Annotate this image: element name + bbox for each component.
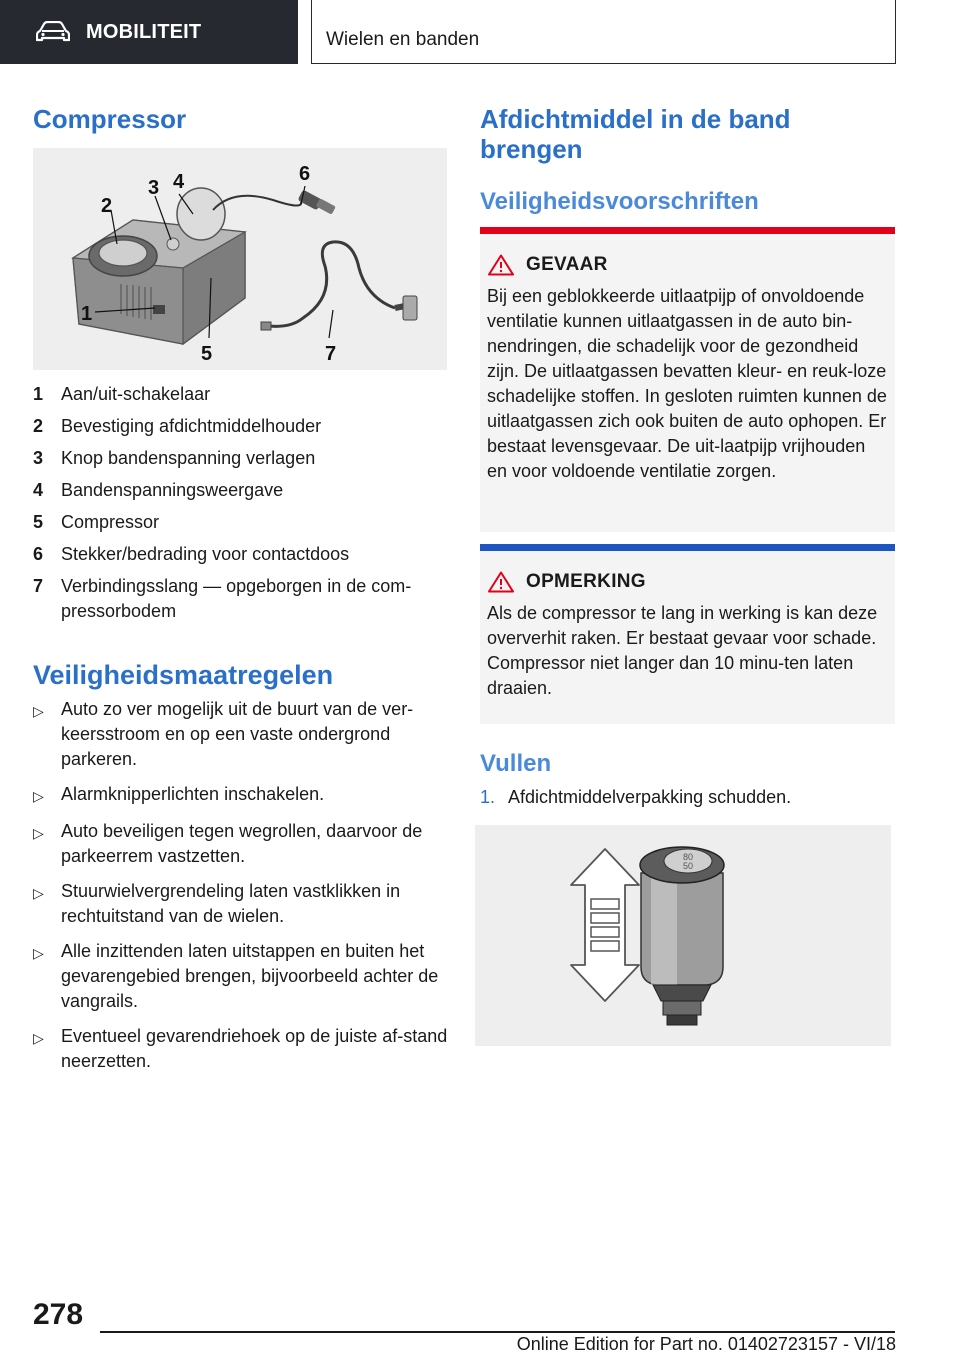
bullet-triangle-icon: ▷	[33, 825, 44, 841]
danger-label: GEVAAR	[526, 254, 608, 275]
callout-5: 5	[201, 343, 213, 365]
callout-2: 2	[101, 195, 113, 217]
legend-number: 6	[33, 544, 44, 564]
list-item-text: Stuurwielvergrendeling laten vastklikken in rechtuitstand van de wielen.	[61, 881, 401, 926]
compressor-heading: Compressor	[33, 104, 187, 134]
legend-item	[33, 446, 445, 471]
legend-number: 1	[33, 384, 44, 404]
fill-subheading: Vullen	[480, 750, 552, 777]
list-item-text: Auto beveiligen tegen wegrollen, daarvoor de parkeerrem vastzetten.	[61, 821, 423, 866]
compressor-illustration	[33, 148, 447, 370]
notice-box	[480, 544, 895, 724]
legend-text: Stekker/bedrading voor contactdoos	[61, 544, 350, 564]
legend-number: 4	[33, 480, 44, 500]
car-icon	[36, 21, 70, 43]
list-item	[33, 819, 449, 869]
list-item	[33, 879, 449, 929]
legend-number: 3	[33, 448, 44, 468]
list-item	[33, 1024, 449, 1074]
safety-measures-heading: Veiligheidsmaatregelen	[33, 660, 334, 690]
danger-title	[488, 254, 895, 276]
legend-item	[33, 510, 445, 535]
legend-item	[33, 478, 445, 503]
chapter-header	[311, 0, 896, 64]
callout-4: 4	[173, 171, 185, 193]
list-item	[33, 697, 449, 772]
bullet-triangle-icon: ▷	[33, 1030, 44, 1046]
notice-label: OPMERKING	[526, 571, 646, 592]
step-item	[480, 785, 791, 810]
compressor-figure	[33, 148, 447, 370]
legend-text: Bandenspanningsweergave	[61, 480, 284, 500]
step-number: 1.	[480, 787, 496, 807]
list-item-text: Eventueel gevarendriehoek op de juiste af-stand neerzetten.	[61, 1026, 448, 1071]
legend-item	[33, 382, 445, 407]
page-number: 278	[33, 1298, 84, 1331]
list-item-text: Alle inzittenden laten uitstappen en buiten het gevarengebied brengen, bijvoorbeeld achter de vangrails.	[61, 941, 439, 1011]
legend-item	[33, 414, 445, 439]
list-item-text: Auto zo ver mogelijk uit de buurt van de ver-keersstroom en op een vaste ondergrond parkeren.	[61, 699, 414, 769]
legend-number: 7	[33, 576, 44, 596]
bullet-triangle-icon: ▷	[33, 945, 44, 961]
figure-legend	[33, 382, 445, 631]
callout-3: 3	[148, 177, 160, 199]
edition-text: Online Edition for Part no. 01402723157 - VI/18	[516, 1334, 896, 1354]
bullet-triangle-icon: ▷	[33, 885, 44, 901]
danger-text: Bij een geblokkeerde uitlaatpijp of onvoldoende ventilatie kunnen uitlaatgassen in de auto bin-nendringen, die schadelijk voor de gezondheid zijn. De uitlaatgassen bevatten kleur- en reuk-loze schadelijke stoffen. In gesloten ruimten kunnen de uitlaatgassen zich ook buiten de auto ophopen. Er bestaat levensgevaar. De uit-laatpijp vrijhouden en voor voldoende ventilatie zorgen.	[487, 286, 887, 481]
danger-notice	[480, 227, 895, 532]
safety-rules-subheading: Veiligheidsvoorschriften	[480, 188, 759, 215]
notice-title	[488, 571, 895, 593]
notice-bar	[480, 544, 895, 551]
shake-bottle-illustration	[475, 825, 891, 1046]
bottle-label-bottom: 50	[682, 861, 694, 871]
list-item	[33, 939, 449, 1014]
bullet-triangle-icon: ▷	[33, 788, 44, 804]
bullet-triangle-icon: ▷	[33, 703, 44, 719]
chapter-label: Wielen en banden	[326, 29, 480, 50]
legend-text: Bevestiging afdichtmiddelhouder	[61, 416, 322, 436]
warning-triangle-icon	[488, 254, 514, 276]
list-item-text: Alarmknipperlichten inschakelen.	[61, 784, 325, 804]
callout-1: 1	[81, 303, 93, 325]
shake-bottle-figure	[475, 825, 891, 1046]
callout-6: 6	[299, 163, 311, 185]
legend-text: Knop bandenspanning verlagen	[61, 448, 316, 468]
callout-7: 7	[325, 343, 337, 365]
section-label: MOBILITEIT	[86, 20, 202, 43]
safety-bullet-list	[33, 697, 449, 1084]
legend-number: 5	[33, 512, 44, 532]
footer-divider	[100, 1331, 895, 1333]
step-text: Afdichtmiddelverpakking schudden.	[508, 787, 792, 807]
legend-number: 2	[33, 416, 44, 436]
danger-bar	[480, 227, 895, 234]
legend-item	[33, 574, 445, 624]
legend-text: Verbindingsslang — opgeborgen in de com-pressorbodem	[61, 576, 412, 621]
legend-text: Aan/uit-schakelaar	[61, 384, 211, 404]
list-item	[33, 782, 449, 809]
legend-text: Compressor	[61, 512, 160, 532]
notice-text: Als de compressor te lang in werking is kan deze oververhit raken. Er bestaat gevaar voor schade. Compressor niet langer dan 10 minu-ten laten draaien.	[487, 603, 878, 698]
warning-triangle-icon	[488, 571, 514, 593]
section-tab	[0, 0, 298, 64]
legend-item	[33, 542, 445, 567]
sealant-heading: Afdichtmiddel in de band brengen	[480, 104, 791, 164]
bottle-label-top: 80	[682, 852, 694, 862]
